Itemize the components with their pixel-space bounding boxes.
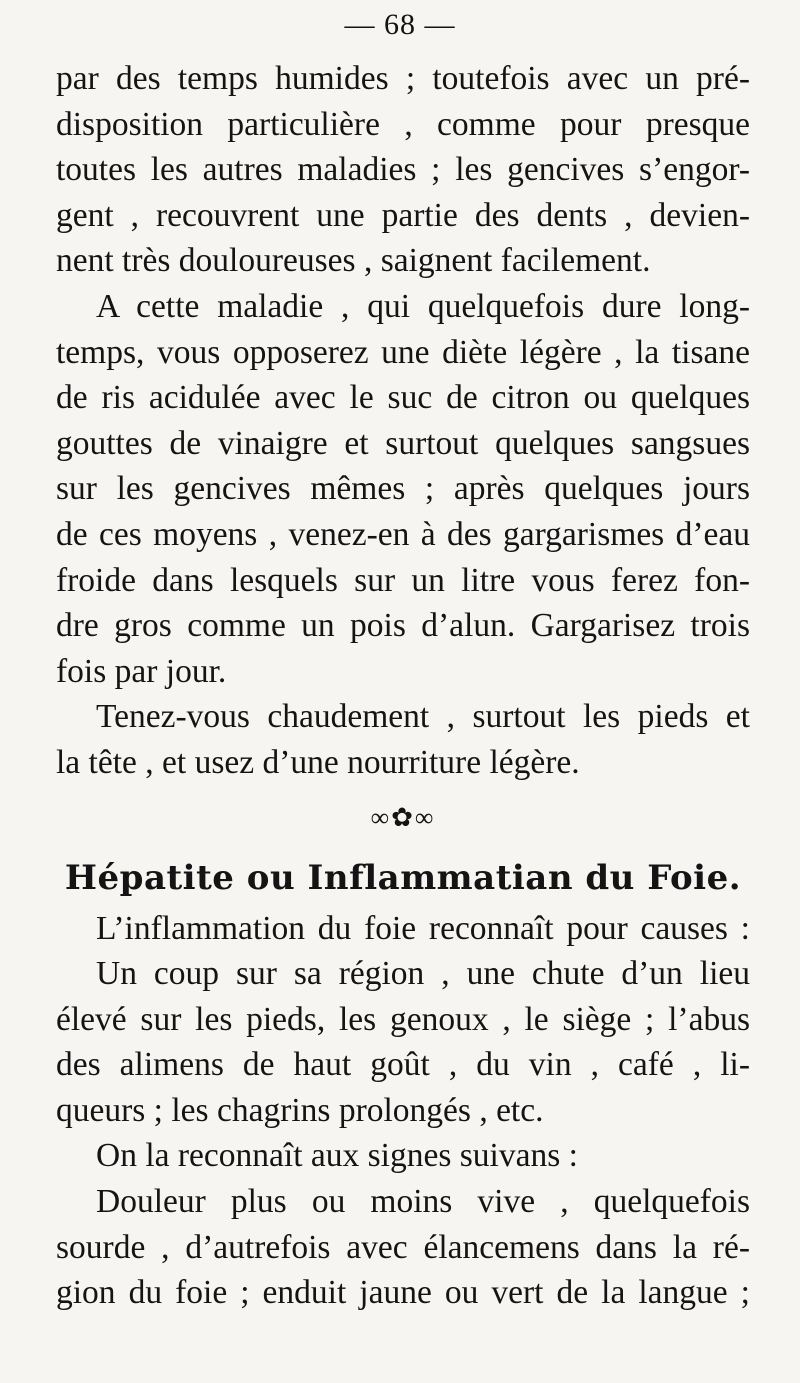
- text-line: de ris acidulée avec le suc de citron ou quelques: [56, 379, 750, 417]
- text-line: gion du foie ; enduit jaune ou vert de la langue ;: [56, 1274, 750, 1312]
- text-line: On la reconnaît aux signes suivans :: [96, 1137, 578, 1175]
- text-line: par des temps humides ; toutefois avec un pré-: [56, 60, 750, 97]
- text-line: Un coup sur sa région , une chute d’un lieu: [96, 955, 750, 993]
- paragraph: [56, 1133, 750, 1179]
- paragraph: [56, 906, 750, 952]
- paragraph: [56, 694, 750, 785]
- text-line: L’inflammation du foie reconnaît pour causes :: [96, 909, 750, 947]
- text-line: A cette maladie , qui quelquefois dure long-: [96, 287, 750, 325]
- text-line: gouttes de vinaigre et surtout quelques sangsues: [56, 424, 750, 462]
- text-line: dre gros comme un pois d’alun. Gargarisez trois: [56, 607, 750, 645]
- page-body: [56, 56, 750, 1316]
- text-line: Tenez-vous chaudement , surtout les pieds et: [96, 698, 750, 736]
- text-line: élevé sur les pieds, les genoux , le siège ; l’abus: [56, 1000, 750, 1038]
- paragraph: [56, 1179, 750, 1316]
- text-line: Douleur plus ou moins vive , quelquefois: [96, 1183, 750, 1221]
- text-line: la tête , et usez d’une nourriture légère.: [56, 743, 580, 781]
- paragraph: [56, 284, 750, 694]
- text-line: disposition particulière , comme pour presque: [56, 105, 750, 143]
- text-line: fois par jour.: [56, 652, 227, 690]
- page-number: — 68 —: [344, 8, 456, 41]
- text-line: toutes les autres maladies ; les gencives s’engor-: [56, 151, 750, 189]
- text-line: des alimens de haut goût , du vin , café , li-: [56, 1046, 750, 1084]
- text-line: queurs ; les chagrins prolongés , etc.: [56, 1091, 544, 1129]
- text-line: gent , recouvrent une partie des dents , devien-: [56, 196, 750, 234]
- ornament: ∞✿∞: [370, 802, 436, 832]
- paragraph: [56, 951, 750, 1133]
- text-line: froide dans lesquels sur un litre vous ferez fon-: [56, 561, 750, 599]
- text-line: sur les gencives mêmes ; après quelques jours: [56, 470, 750, 508]
- text-line: temps, vous opposerez une diète légère , la tisane: [56, 333, 750, 371]
- text-line: sourde , d’autrefois avec élancemens dans la ré-: [56, 1228, 750, 1266]
- paragraph: [56, 56, 750, 284]
- text-line: de ces moyens , venez-en à des gargarismes d’eau: [56, 515, 750, 553]
- section-heading: Hépatite ou Inflammatian du Foie.: [64, 857, 742, 898]
- text-line: nent très douloureuses , saignent facilement.: [56, 242, 651, 280]
